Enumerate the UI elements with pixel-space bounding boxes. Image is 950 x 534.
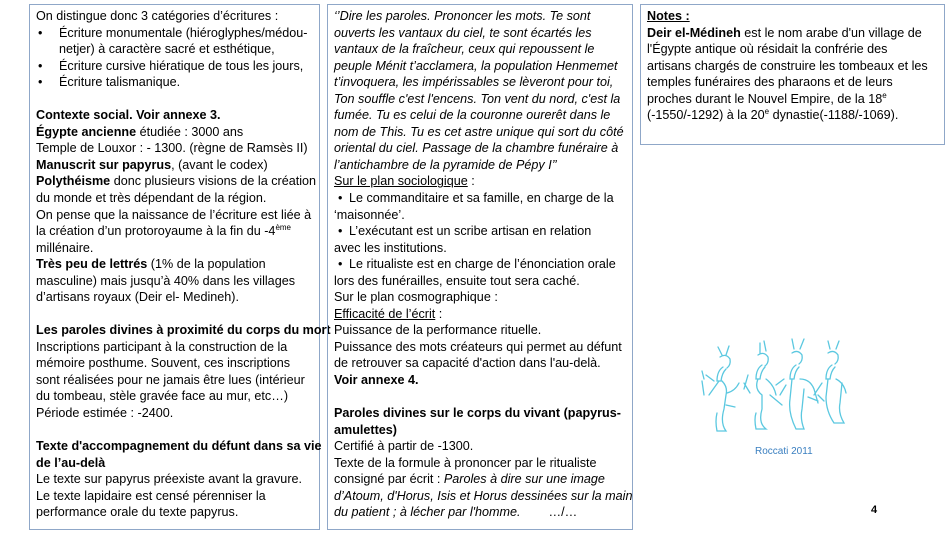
section-heading: Sur le plan sociologique : bbox=[334, 174, 475, 189]
paragraph-line: Période estimée : -2400. bbox=[36, 406, 174, 421]
quote-line: t’invoquera, les impérissables se lèveront pour toi, bbox=[334, 75, 614, 90]
paragraph-line: Égypte ancienne étudiée : 3000 ans bbox=[36, 124, 244, 139]
bullet-icon: • bbox=[338, 257, 343, 272]
paragraph-line: Polythéisme donc plusieurs visions de la création bbox=[36, 174, 317, 189]
quote-line: oriental du ciel. Passage de la chambre funéraire à bbox=[334, 141, 619, 156]
quote-line: Ton souffle c'est l'encens. Ton vent du nord, c'est la bbox=[334, 91, 621, 106]
paragraph-line: temples funéraires des pharaons et de leurs bbox=[647, 75, 893, 90]
list-item: • Écriture talismanique. bbox=[38, 75, 181, 90]
list-item: • Le commanditaire et sa famille, en charge de la ‘maisonnée’. bbox=[334, 191, 614, 222]
paragraph-line: d’Atoum, d'Horus, Isis et Horus dessinées sur la main bbox=[334, 488, 633, 503]
quote-line: peuple Ménit t’acclamera, la population Henmemet bbox=[334, 58, 618, 73]
paragraph-line: Inscriptions participant à la construction de la bbox=[36, 339, 288, 354]
quote-line: l’antichambre de la pyramide de Pépy I’’ bbox=[334, 157, 557, 172]
paragraph-line: Temple de Louxor : - 1300. (règne de Ramsès II) bbox=[36, 141, 308, 156]
paragraph-line: Certifié à partir de -1300. bbox=[334, 439, 474, 454]
quote-line: ‘’Dire les paroles. Prononcer les mots. Te sont bbox=[334, 9, 591, 23]
list-item: • Écriture cursive hiératique de tous les jours, bbox=[38, 58, 304, 73]
paragraph-line: Puissance de la performance rituelle. bbox=[334, 323, 542, 338]
paragraph-line: Le texte sur papyrus préexiste avant la gravure. bbox=[36, 472, 303, 487]
quote-line: nom de This. Tu es cet astre unique qui sort du côté bbox=[334, 124, 624, 139]
paragraph-line: proches durant le Nouvel Empire, de la 18e bbox=[647, 90, 887, 106]
paragraph-line: la création d’un protoroyaume à la fin du -4ème bbox=[36, 222, 291, 239]
hieroglyph-figure bbox=[702, 346, 739, 431]
paragraph-line: du monde et très dépendant de la région. bbox=[36, 190, 267, 205]
notes-title: Notes : bbox=[647, 9, 690, 23]
list-item: • L’exécutant est un scribe artisan en relation avec les institutions. bbox=[334, 224, 592, 255]
bullet-icon: • bbox=[338, 224, 343, 239]
quote-line: vantaux de la fraîcheur, ceux qui repoussent le bbox=[334, 42, 595, 57]
bullet-icon: • bbox=[338, 191, 343, 206]
intro-text: On distingue donc 3 catégories d’écritures : bbox=[36, 9, 279, 23]
paragraph-line: du patient ; à lécher par l'homme. …/… bbox=[334, 505, 578, 520]
hieroglyph-figure bbox=[744, 341, 784, 429]
annex-reference: Voir annexe 4. bbox=[334, 373, 419, 388]
paragraph-line: consigné par écrit : Paroles à dire sur une image bbox=[334, 472, 605, 487]
section-heading: Texte d'accompagnement du défunt dans sa vie bbox=[36, 439, 322, 454]
paragraph-line: (-1550/-1292) à la 20e dynastie(-1188/-1069). bbox=[647, 107, 899, 123]
paragraph-line: d’artisans royaux (Deir el- Medineh). bbox=[36, 290, 239, 305]
list-item: • Écriture monumentale (hiéroglyphes/médou- netjer) à caractère sacré et esthétique, bbox=[38, 25, 308, 57]
section-heading: Efficacité de l’écrit : bbox=[334, 306, 443, 321]
paragraph-line: sont réalisées pour ne jamais être lues (intérieur bbox=[36, 372, 305, 387]
hieroglyph-figures-image bbox=[690, 335, 850, 460]
quote-line: ouverts les vantaux du ciel, te sont écartés les bbox=[334, 25, 592, 40]
paragraph-line: artisans chargés de construire les tombeaux et les bbox=[647, 58, 928, 73]
paragraph-line: Manuscrit sur papyrus, (avant le codex) bbox=[36, 157, 268, 172]
section-heading: Paroles divines sur le corps du vivant (papyrus- bbox=[334, 406, 621, 421]
paragraph-line: Deir el-Médineh est le nom arabe d'un village de bbox=[647, 25, 922, 40]
bullet-icon: • bbox=[38, 58, 43, 73]
bullet-icon: • bbox=[38, 75, 43, 90]
paragraph-line: Texte de la formule à prononcer par le ritualiste bbox=[334, 455, 597, 470]
paragraph-line: mémoire posthume. Souvent, ces inscriptions bbox=[36, 356, 291, 371]
middle-column bbox=[327, 4, 633, 530]
paragraph-line: Sur le plan cosmographique : bbox=[334, 290, 498, 305]
paragraph-line: performance orale du texte papyrus. bbox=[36, 505, 239, 520]
paragraph-line: Puissance des mots créateurs qui permet au défunt bbox=[334, 339, 622, 354]
figure-caption: Roccati 2011 bbox=[755, 446, 813, 457]
quote-line: fumée. Tu es celui de la couronne ourerêt dans le bbox=[334, 108, 611, 123]
paragraph-line: On pense que la naissance de l’écriture est liée à bbox=[36, 207, 312, 222]
section-heading: de l’au-delà bbox=[36, 455, 106, 470]
section-heading: Contexte social. Voir annexe 3. bbox=[36, 108, 221, 123]
section-heading: Les paroles divines à proximité du corps du mort bbox=[36, 323, 331, 338]
paragraph-line: de retrouver sa capacité d'action dans l'au-delà. bbox=[334, 356, 601, 371]
section-heading: amulettes) bbox=[334, 422, 397, 437]
page-number: 4 bbox=[871, 504, 878, 516]
paragraph-line: Le texte lapidaire est censé pérenniser la bbox=[36, 488, 266, 503]
paragraph-line: l'Égypte antique où résidait la confrérie des bbox=[647, 42, 888, 57]
bullet-icon: • bbox=[38, 25, 43, 40]
list-item: • Le ritualiste est en charge de l’énonciation orale lors des funérailles, ensuite tout sera caché. bbox=[334, 257, 616, 288]
hieroglyph-figure bbox=[814, 341, 846, 423]
notes-box bbox=[640, 4, 945, 145]
paragraph-line: du tombeau, stèle gravée face au mur, etc…) bbox=[36, 389, 289, 404]
paragraph-line: Très peu de lettrés (1% de la population bbox=[36, 257, 266, 272]
left-column bbox=[29, 4, 331, 530]
paragraph-line: millénaire. bbox=[36, 240, 94, 255]
paragraph-line: masculine) mais jusqu’à 40% dans les villages bbox=[36, 273, 295, 288]
hieroglyph-figure bbox=[780, 339, 818, 429]
